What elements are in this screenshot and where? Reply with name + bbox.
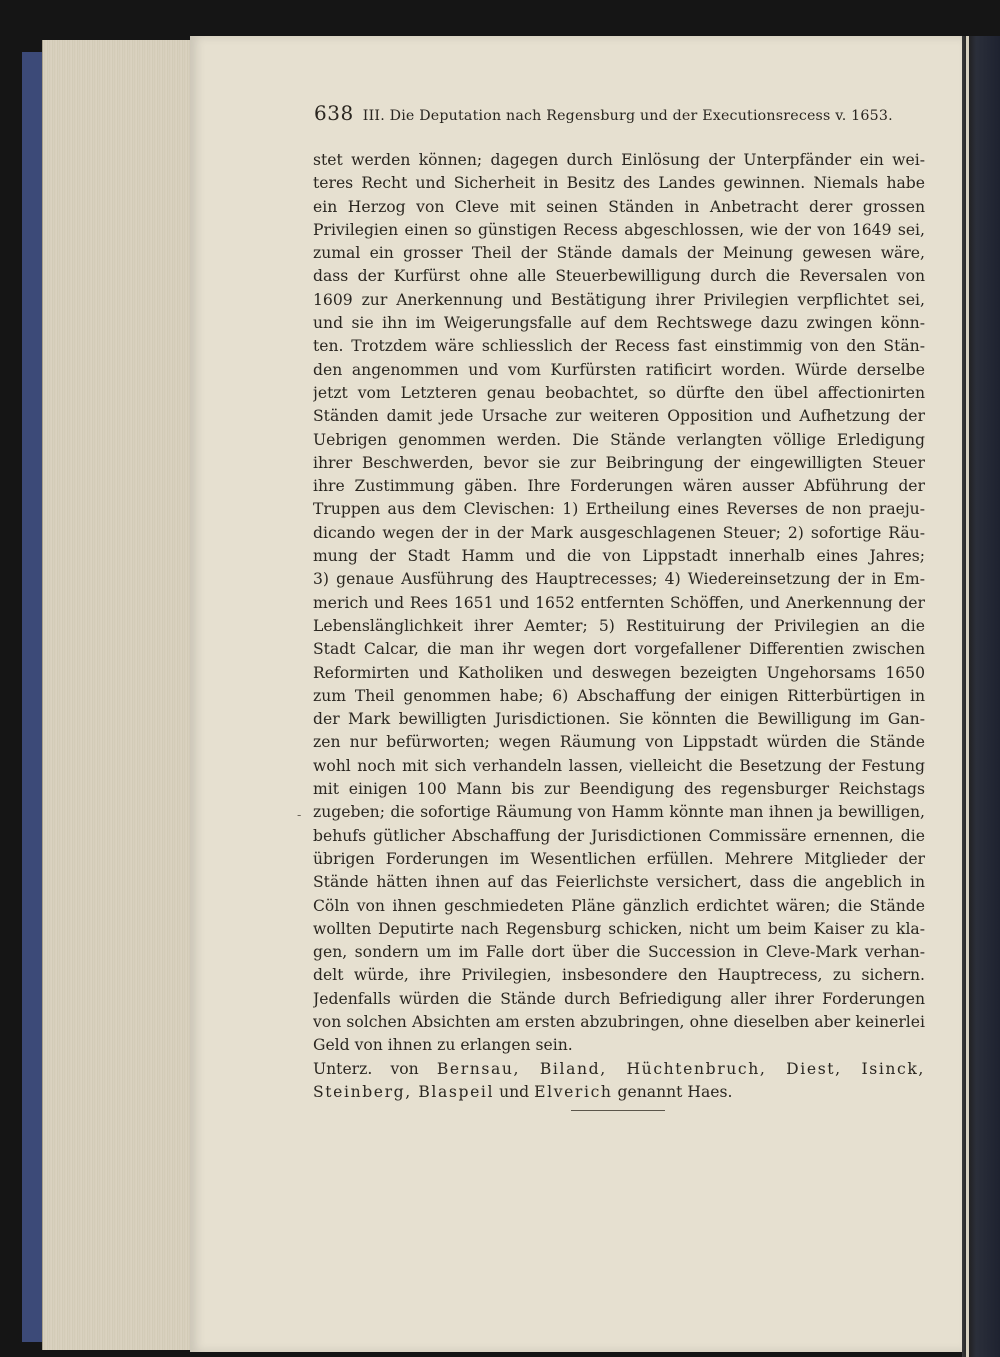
text-line: ein Herzog von Cleve mit seinen Ständen in Anbetracht derer grossen xyxy=(313,197,925,216)
book-binding-right xyxy=(962,36,1000,1357)
text-line: jetzt vom Letzteren genau beobachtet, so dürfte den übel affectionirten xyxy=(313,383,925,402)
signature-line-1 xyxy=(313,1058,925,1081)
text-line: Truppen aus dem Clevischen: 1) Ertheilung eines Reverses de non praeju- xyxy=(313,500,925,519)
signature-line-2 xyxy=(313,1081,925,1104)
signature-suffix: genannt Haes. xyxy=(617,1082,733,1101)
signature-conjunction: und xyxy=(499,1082,530,1101)
text-line: dicando wegen der in der Mark ausgeschlagenen Steuer; 2) sofortige Räu- xyxy=(313,523,925,542)
text-line: von solchen Absichten am ersten abzubringen, ohne dieselben aber keinerlei xyxy=(313,1012,925,1031)
text-line: ihre Zustimmung gäben. Ihre Forderungen wären ausser Abführung der xyxy=(313,477,925,496)
text-line: behufs gütlicher Abschaffung der Jurisdictionen Commissäre ernennen, die xyxy=(313,826,925,845)
text-line: und sie ihn im Weigerungsfalle auf dem Rechtswege dazu zwingen könn- xyxy=(313,314,925,333)
text-line: Jedenfalls würden die Stände durch Befriedigung aller ihrer Forderungen xyxy=(313,989,925,1008)
text-line: merich und Rees 1651 und 1652 entfernten Schöffen, und Anerkennung der xyxy=(313,593,925,612)
signatory-names: Elverich xyxy=(534,1082,613,1101)
next-page-sliver xyxy=(966,36,969,1357)
text-line: Stände hätten ihnen auf das Feierlichste versichert, dass die angeblich in xyxy=(313,873,925,892)
text-line: Ständen damit jede Ursache zur weiteren Opposition und Aufhetzung der xyxy=(313,407,925,426)
text-line: zumal ein grosser Theil der Stände damals der Meinung gewesen wäre, xyxy=(313,244,925,263)
text-line: Privilegien einen so günstigen Recess abgeschlossen, wie der von 1649 sei, xyxy=(313,220,925,239)
signatory-names: Bernsau, Biland, Hüchtenbruch, Diest, Isinck, xyxy=(436,1059,925,1078)
text-line: der Mark bewilligten Jurisdictionen. Sie könnten die Bewilligung im Gan- xyxy=(313,710,925,729)
text-line: Reformirten und Katholiken und deswegen bezeigten Ungehorsams 1650 xyxy=(313,663,925,682)
margin-mark: - xyxy=(297,808,302,822)
running-head xyxy=(314,101,924,131)
text-line: ihrer Beschwerden, bevor sie zur Beibringung der eingewilligten Steuer xyxy=(313,453,925,472)
text-line: übrigen Forderungen im Wesentlichen erfüllen. Mehrere Mitglieder der xyxy=(313,849,925,868)
text-line: Lebenslänglichkeit ihrer Aemter; 5) Restituirung der Privilegien an die xyxy=(313,616,925,635)
end-rule-divider xyxy=(571,1110,665,1111)
text-line: wohl noch mit sich verhandeln lassen, vielleicht die Besetzung der Festung xyxy=(313,756,925,775)
text-line: delt würde, ihre Privilegien, insbesondere den Hauptrecess, zu sichern. xyxy=(313,966,925,985)
text-line: Stadt Calcar, die man ihr wegen dort vorgefallener Differentien zwischen xyxy=(313,640,925,659)
text-line: den angenommen und vom Kurfürsten ratificirt worden. Würde derselbe xyxy=(313,360,925,379)
text-line: zen nur befürworten; wegen Räumung von Lippstadt würden die Stände xyxy=(313,733,925,752)
text-line: ten. Trotzdem wäre schliesslich der Recess fast einstimmig von den Stän- xyxy=(313,337,925,356)
text-line: 3) genaue Ausführung des Hauptrecesses; 4) Wiedereinsetzung der in Em- xyxy=(313,570,925,589)
text-line: gen, sondern um im Falle dort über die Succession in Cleve-Mark verhan- xyxy=(313,943,925,962)
page-number: 638 xyxy=(314,101,354,125)
text-line: zugeben; die sofortige Räumung von Hamm könnte man ihnen ja bewilligen, xyxy=(313,803,925,822)
text-line: Cöln von ihnen geschmiedeten Pläne gänzlich erdichtet wären; die Stände xyxy=(313,896,925,915)
body-text xyxy=(313,149,925,1104)
text-line: 1609 zur Anerkennung und Bestätigung ihrer Privilegien verpflichtet sei, xyxy=(313,290,925,309)
text-line: wollten Deputirte nach Regensburg schicken, nicht um beim Kaiser zu kla- xyxy=(313,919,925,938)
text-line: dass der Kurfürst ohne alle Steuerbewilligung durch die Reversalen von xyxy=(313,267,925,286)
text-line: stet werden können; dagegen durch Einlösung der Unterpfänder ein wei- xyxy=(313,151,925,169)
text-line: mung der Stadt Hamm und die von Lippstadt innerhalb eines Jahres; xyxy=(313,547,925,566)
text-line: teres Recht und Sicherheit in Besitz des Landes gewinnen. Niemals habe xyxy=(313,174,925,193)
text-line: mit einigen 100 Mann bis zur Beendigung des regensburger Reichstags xyxy=(313,780,925,799)
signatory-names: Steinberg, Blaspeil xyxy=(313,1082,495,1101)
running-title: III. Die Deputation nach Regensburg und der Executionsrecess v. 1653. xyxy=(362,108,893,124)
text-line: Uebrigen genommen werden. Die Stände verlangten völlige Erledigung xyxy=(313,430,925,449)
signature-prefix: Unterz. von xyxy=(313,1059,419,1078)
text-line: Geld von ihnen zu erlangen sein. xyxy=(313,1036,573,1055)
page-block-edge xyxy=(42,40,193,1350)
text-line: zum Theil genommen habe; 6) Abschaffung der einigen Ritterbürtigen in xyxy=(313,686,925,705)
